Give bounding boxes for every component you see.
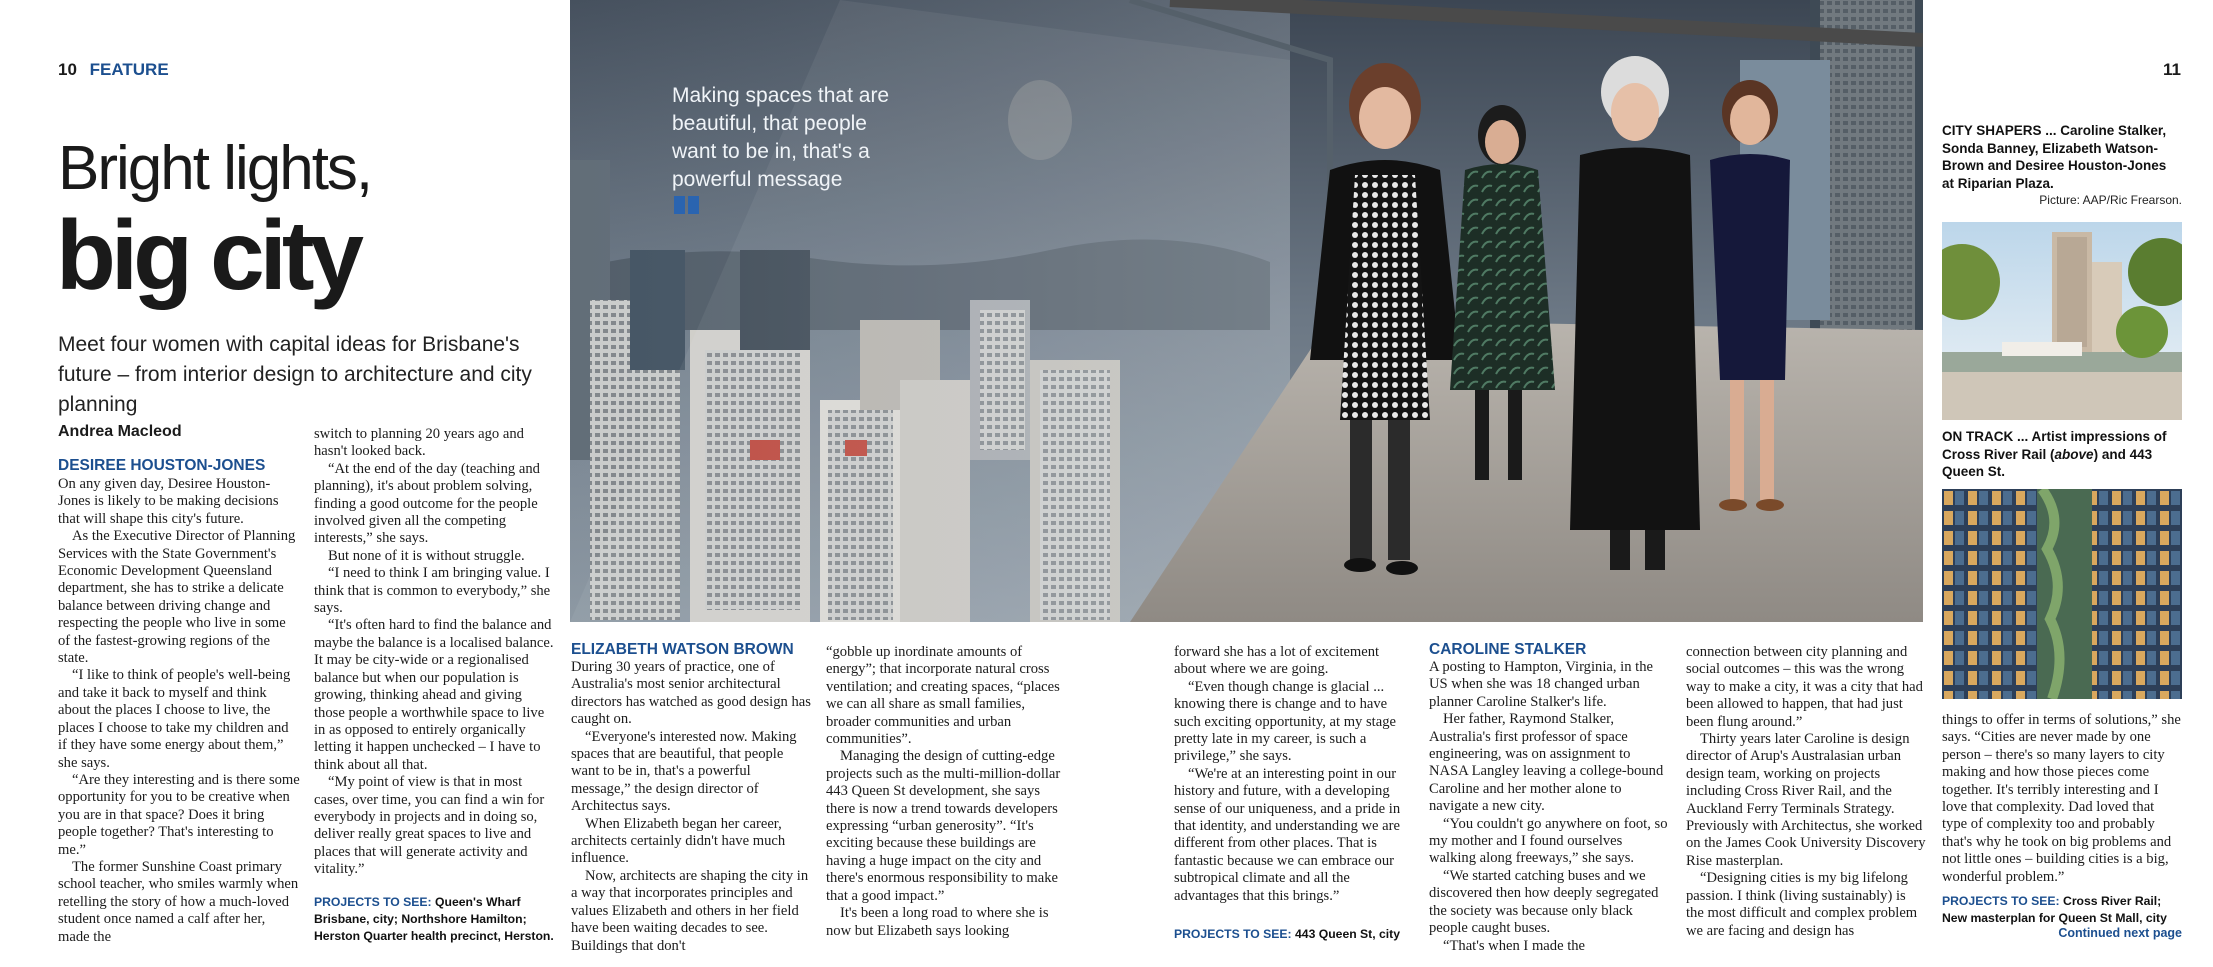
paragraph: “That's when I made the bbox=[1443, 937, 1586, 954]
paragraph: forward she has a lot of excitement about where we are going. bbox=[1174, 644, 1380, 678]
article-column-7 bbox=[1686, 644, 1926, 940]
article-column-8 bbox=[1942, 712, 2182, 886]
paragraph: It's been a long road to where she is now but Elizabeth says looking bbox=[826, 905, 1049, 939]
caption-keyword: CITY SHAPERS ... bbox=[1942, 123, 2057, 138]
quote-marker-icon bbox=[674, 196, 700, 219]
article-column-1 bbox=[58, 476, 300, 946]
photo-caption-track bbox=[1942, 428, 2182, 481]
paragraph: connection between city planning and social outcomes – this was the wrong way to make a city, it was a city that had been allowed to happen, that had just been flung around.” bbox=[1686, 644, 1923, 730]
paragraph: “At the end of the day (teaching and planning), it's about problem solving, finding a good outcome for the people involved given all the competing interests,” she says. bbox=[314, 460, 540, 547]
projects-text: Cross River Rail; New masterplan for Queen St Mall, city bbox=[1942, 894, 2167, 925]
paragraph: “I need to think I am bringing value. I think that is common to everybody,” she says. bbox=[314, 565, 551, 617]
byline: Andrea Macleod bbox=[58, 423, 182, 440]
photo-caption-main bbox=[1942, 122, 2182, 192]
paragraph: A posting to Hampton, Virginia, in the US when she was 18 changed urban planner Caroline Stalker's life. bbox=[1429, 659, 1653, 710]
paragraph: Thirty years later Caroline is design director of Arup's Australasian urban design team, working on projects including Cross River Rail, and the Auckland Ferry Terminals Strategy. Previously with Architectus, she worked on the James Cook University Discovery Rise masterplan. bbox=[1686, 731, 1926, 869]
headline-line-1: Bright lights, bbox=[58, 134, 372, 203]
projects-text: 443 Queen St, city bbox=[1295, 927, 1401, 941]
article-column-2 bbox=[314, 426, 554, 879]
subhead-stalker: CAROLINE STALKER bbox=[1429, 641, 1587, 658]
paragraph: On any given day, Desiree Houston-Jones is likely to be making decisions that will shape this city's future. bbox=[58, 476, 279, 527]
projects-label: PROJECTS TO SEE: bbox=[314, 895, 432, 909]
standfirst: Meet four women with capital ideas for Brisbane's future – from interior design to architecture and city planning bbox=[58, 333, 532, 416]
paragraph: “We're at an interesting point in our history and future, with a developing sense of our uniqueness, and a pride in that identity, and understanding we are different from other places. That is fantastic because we can embrace our subtropical climate and all the advantages that this brings.” bbox=[1174, 765, 1401, 904]
caption-keyword: ON TRACK ... bbox=[1942, 429, 2029, 444]
cross-river-rail-image bbox=[1942, 222, 2182, 420]
paragraph: “gobble up inordinate amounts of energy”; that incorporate natural cross ventilation; and creating spaces, “places we can all share as small families, broader communities and urban communities”. bbox=[826, 644, 1060, 748]
projects-text: Queen's Wharf Brisbane, city; Northshore Hamilton; Herston Quarter health precinct, Herston. bbox=[314, 895, 554, 943]
paragraph: “It's often hard to find the balance and maybe the balance is a localised balance. It may be city-wide or a regionalised balance but when our population is growing, thinking ahead and giving those people a worthwhile space to live in as opposed to entirely organically letting it happen unchecked – I have to think about all that. bbox=[314, 617, 554, 773]
paragraph: Managing the design of cutting-edge projects such as the multi-million-dollar 443 Queen St development, she says there is now a trend towards developers expressing “urban generosity”. “It's exciting because these buildings are having a huge impact on the city and there's enormous responsibility to make that a good impact.” bbox=[826, 748, 1061, 904]
caption-text: ) and 443 Queen St. bbox=[1942, 446, 2153, 479]
page-number-left: 10 bbox=[58, 60, 77, 79]
paragraph: “Designing cities is my big lifelong passion. I think (living sustainably) is the most difficult and complex problem we are facing and design has bbox=[1686, 870, 1918, 939]
paragraph: “We started catching buses and we discovered then how deeply segregated the society was because only black people caught buses. bbox=[1429, 867, 1659, 937]
paragraph: “Everyone's interested now. Making spaces that are beautiful, that people want to be in, that's a powerful message,” the design director of Architectus says. bbox=[571, 728, 797, 815]
article-column-3 bbox=[571, 659, 811, 955]
article-column-5 bbox=[1174, 644, 1414, 905]
paragraph: “Are they interesting and is there some opportunity for you to be creative when you are in that space? Does it bring people together? That's interesting to me.” bbox=[58, 771, 300, 858]
paragraph: When Elizabeth began her career, architects certainly didn't have much influence. bbox=[571, 815, 786, 867]
projects-label: PROJECTS TO SEE: bbox=[1174, 927, 1292, 941]
queen-st-443-image bbox=[1942, 489, 2182, 699]
continued-next-page: Continued next page bbox=[2058, 926, 2182, 940]
paragraph: things to offer in terms of solutions,” she says. “Cities are never made by one person – there's so many layers to city making and how those pieces come together. It's terribly interesting and I love that complexity. Dad loved that type of complexity too and probably that's why he took on big problems and not little ones – building cities is a big, wonderful problem.” bbox=[1942, 712, 2181, 885]
section-label: FEATURE bbox=[89, 60, 169, 79]
paragraph: “My point of view is that in most cases, over time, you can find a win for everybody in projects and in doing so, deliver really great spaces to live and places that will generate activity and vitality.” bbox=[314, 774, 545, 878]
projects-to-see-houston bbox=[314, 894, 554, 945]
projects-to-see-watson bbox=[1174, 926, 1414, 943]
paragraph: switch to planning 20 years ago and hasn't looked back. bbox=[314, 426, 524, 460]
paragraph: “You couldn't go anywhere on foot, so my mother and I found ourselves walking along freeways,” she says. bbox=[1429, 815, 1668, 867]
headline-line-2: big city bbox=[56, 200, 360, 310]
subhead-houston-jones: DESIREE HOUSTON-JONES bbox=[58, 457, 266, 474]
subhead-watson-brown: ELIZABETH WATSON BROWN bbox=[571, 641, 794, 658]
paragraph: During 30 years of practice, one of Australia's most senior architectural directors has watched as good design has caught on. bbox=[571, 659, 811, 728]
projects-label: PROJECTS TO SEE: bbox=[1942, 894, 2060, 908]
caption-text: Artist impressions of Cross River Rail ( bbox=[1942, 429, 2167, 462]
paragraph: Her father, Raymond Stalker, Australia's first professor of space engineering, was on assignment to NASA Langley leaving a college-bound Caroline and her mother alone to navigate a new city. bbox=[1429, 711, 1664, 815]
article-column-4 bbox=[826, 644, 1066, 940]
photo-credit: Picture: AAP/Ric Frearson. bbox=[2039, 193, 2182, 207]
paragraph: “Even though change is glacial ... knowing there is change and to have such exciting opportunity, at my stage pretty late in my career, is such a privilege,” she says. bbox=[1174, 678, 1396, 765]
page-number-right: 11 bbox=[2163, 60, 2181, 79]
pull-quote: Making spaces that are beautiful, that people want to be in, that's a powerful message bbox=[672, 84, 890, 191]
page-folio-left bbox=[58, 60, 169, 80]
article-column-6 bbox=[1429, 659, 1669, 955]
paragraph: “I like to think of people's well-being and take it back to myself and think about the places I choose to live, the places I choose to take my children and if they have some energy about them,” she says. bbox=[58, 667, 291, 771]
paragraph: Now, architects are shaping the city in a way that incorporates principles and values Elizabeth and others in her field have been waiting decades to see. Buildings that don't bbox=[571, 867, 809, 954]
paragraph: As the Executive Director of Planning Services with the State Government's Economic Development Queensland department, she has to strike a delicate balance between driving change and respecting the people who live in some of the fastest-growing regions of the state. bbox=[58, 528, 296, 667]
caption-italic: above bbox=[2054, 446, 2094, 462]
paragraph: But none of it is without struggle. bbox=[328, 547, 525, 564]
projects-to-see-stalker bbox=[1942, 893, 2182, 927]
caption-text: Caroline Stalker, Sonda Banney, Elizabeth Watson-Brown and Desiree Houston-Jones at Riparian Plaza. bbox=[1942, 123, 2167, 191]
paragraph: The former Sunshine Coast primary school teacher, who smiles warmly when retelling the story of how a much-loved student once named a calf after her, made the bbox=[58, 858, 299, 945]
